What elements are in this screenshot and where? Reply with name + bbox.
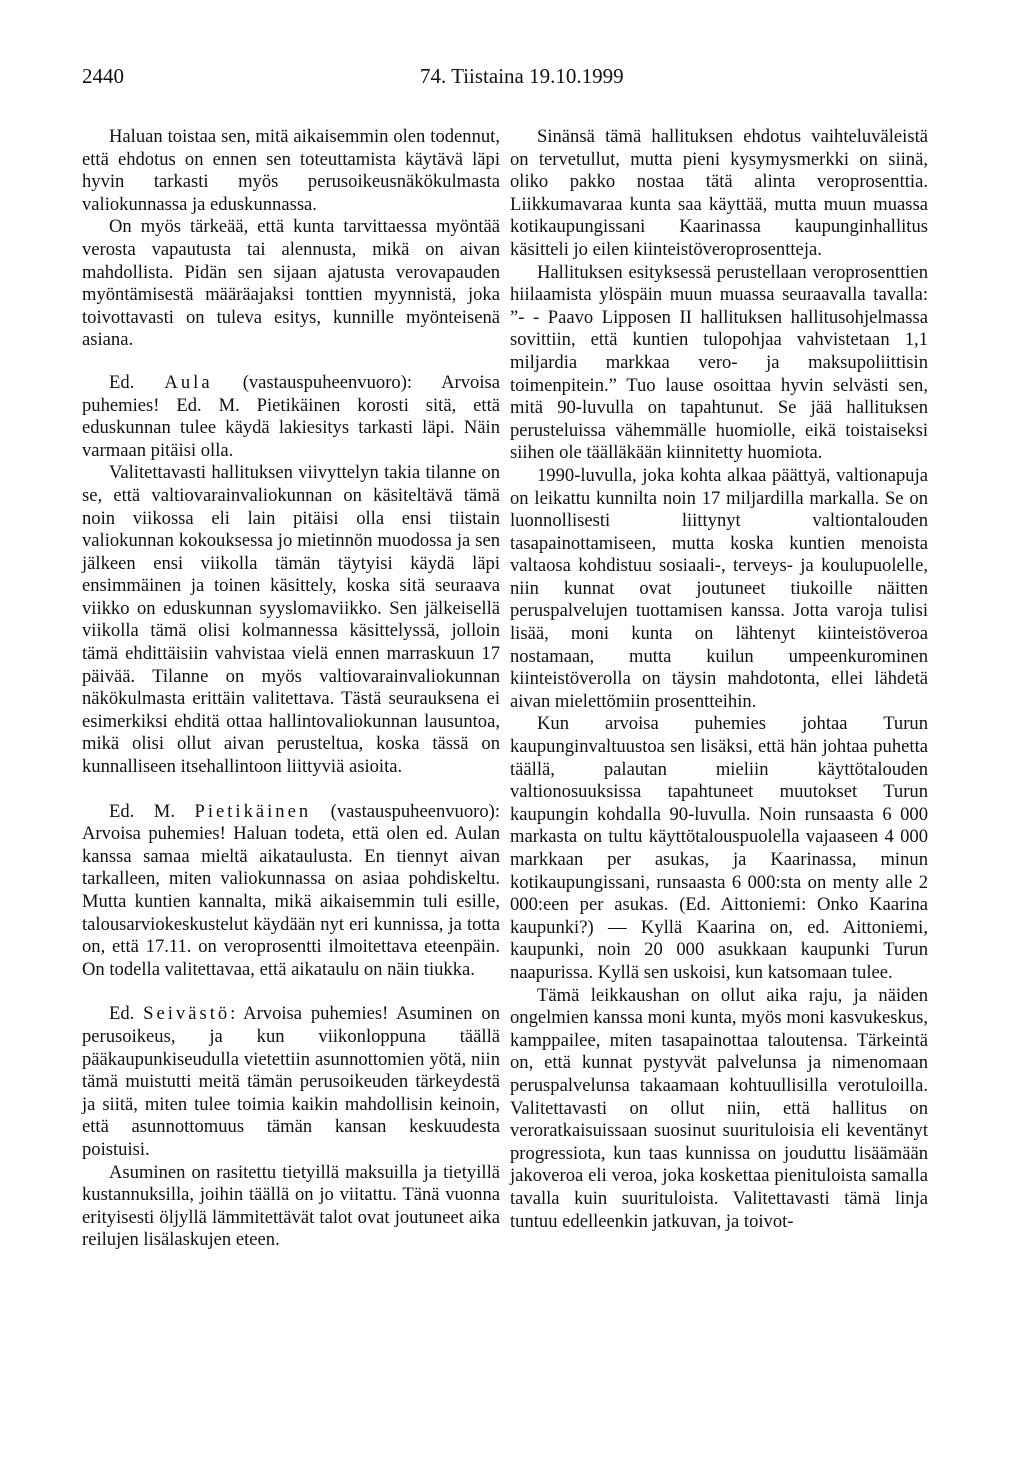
speaker-prefix: Ed. [109,1003,135,1025]
paragraph: Asuminen on rasitettu tietyillä maksuilla ja tietyillä kustannuksilla, joihin täällä on jo viitattu. Tänä vuonna erityisesti öljyllä lämmitettävät talot ovat joutuneet aika reilujen lisälaskujen eteen. [82,1161,500,1251]
paragraph: Kun arvoisa puhemies johtaa Turun kaupunginvaltuustoa sen lisäksi, että hän johtaa puhetta täällä, palautan mieliin käyttötalouden valtionosuuksissa tapahtuneet muutokset Turun kaupungin kohdalla 90-luvulla. Noin runsaasta 6 000 markasta on tultu käyttötalouspuolella vajaaseen 4 000 markkaan per asukas, ja Kaarinassa, minun kotikaupungissani, runsaasta 6 000:sta on menty alle 2 000:een per asukas. (Ed. Aittoniemi: Onko Kaarina kaupunki?) — Kyllä Kaarina on, ed. Aittoniemi, kaupunki, noin 20 000 asukkaan kaupunki Turun naapurissa. Kyllä sen uskoisi, kun katsomaan tulee. [510,713,928,983]
speech-text: : Arvoisa puhemies! Asuminen on perusoikeus, ja kun viikonloppuna täällä pääkaupunkiseudulla vietettiin asunnottomien yötä, niin tämä muistutti meitä tämän perusoikeuden tärkeydestä ja siitä, miten tulee toimia kaikin mahdollisin keinoin, että asunnottomuus tämän kansan keskuudesta poistuisi. [82,1003,500,1160]
speech-paragraph [82,801,500,982]
paragraph: Tämä leikkaushan on ollut aika raju, ja näiden ongelmien kanssa moni kunta, myös moni kasvukeskus, kamppailee, miten tasapainottaa taloutensa. Tärkeintä on, että kunnat pystyvät palvelunsa ja nimenomaan peruspalvelunsa takaamaan kohtuullisilla verotuloilla. Valitettavasti on ollut niin, että hallitus on veroratkaisuissaan suosinut suurituloisia eli keventänyt progressiota, kun taas kunnissa on jouduttu lisäämään jakoveroa eli veroa, joka koskettaa pienituloista samalla tavalla kuin suurituloista. Valitettavasti tämä linja tuntuu edelleenkin jatkuvan, ja toivot- [510,984,928,1232]
speech-paragraph [82,372,500,462]
speech-text: (vastauspuheenvuoro): Arvoisa puhemies! Ed. M. Pietikäinen korosti sitä, että eduskunnan tulee käydä lakiesitys tarkasti läpi. Näin varmaan pitäisi olla. [82,371,500,461]
speaker-name: Seivästö [143,1003,231,1025]
speaker-prefix: Ed. [109,371,135,393]
speaker-name: Pietikäinen [194,800,312,822]
running-title: 74. Tiistaina 19.10.1999 [420,64,624,88]
speech-paragraph [82,1003,500,1161]
speaker-name: Aula [164,371,213,393]
paragraph: On myös tärkeää, että kunta tarvittaessa myöntää verosta vapautusta tai alennusta, mikä on aivan mahdollista. Pidän sen sijaan ajatusta verovapauden myöntämisestä määräajaksi tonttien myynnistä, joka toivottavasti on tuleva esitys, kunnille myönteisenä asiana. [82,216,500,351]
speaker-prefix: Ed. M. [109,800,175,822]
right-column [510,126,928,1233]
paragraph: 1990-luvulla, joka kohta alkaa päättyä, valtionapuja on leikattu kunnilta noin 17 miljardilla markalla. Se on luonnollisesti liittynyt valtiontalouden tasapainottamiseen, mutta koska kuntien menoista valtaosa kohdistuu sosiaali-, terveys- ja koulupuolelle, niin kunnat ovat joutuneet tiukoille näitten peruspalvelujen tuottamisen kanssa. Jotta varoja tulisi lisää, moni kunta on lähtenyt kiinteistöveroa nostamaan, mutta kuilun umpeenkurominen kiinteistöverolla on täysin mahdotonta, ellei lähdetä aivan mielettömiin prosentteihin. [510,464,928,712]
paragraph: Haluan toistaa sen, mitä aikaisemmin olen todennut, että ehdotus on ennen sen toteuttamista käytävä läpi hyvin tarkasti myös perusoikeusnäkökulmasta valiokunnassa ja eduskunnassa. [82,126,500,215]
paragraph: Hallituksen esityksessä perustellaan veroprosenttien hiilaamista ylöspäin muun muassa seuraavalla tavalla: ”- - Paavo Lipposen II hallituksen hallitusohjelmassa sovittiin, että kuntien tulopohjaa vahvistetaan 1,1 miljardia markkaa vero- ja maksupoliittisin toimenpitein.” Tuo lause osoittaa hyvin selvästi sen, mitä 90-luvulla on tapahtunut. Se jää hallituksen perusteluissa vähemmälle huomiolle, eikä toistaiseksi siihen ole täälläkään kiinnitetty huomiota. [510,261,928,464]
page-number: 2440 [82,64,124,88]
left-column [82,126,500,1252]
speech-text: (vastauspuheenvuoro): Arvoisa puhemies! Haluan todeta, että olen ed. Aulan kanssa samaa mieltä aikataulusta. En tiennyt aivan tarkalleen, miten valiokunnassa on asiaa pohdiskeltu. Mutta kuntien kannalta, mikä aikaisemmin tuli esille, talousarviokeskustelut käydään nyt eri kunnissa, ja totta on, että 17.11. on veroprosentti ilmoitettava eteenpäin. On todella valitettavaa, että aikataulu on näin tiukka. [82,800,500,980]
paragraph: Valitettavasti hallituksen viivyttelyn takia tilanne on se, että valtiovarainvaliokunnan on käsiteltävä tämä noin viikossa eli lain pitäisi olla ensi tiistain valiokunnan kokouksessa jo mietinnön muodossa ja sen jälkeen ensi viikolla tämän täytyisi käydä läpi ensimmäinen ja toinen käsittely, koska sitä seuraava viikko on eduskunnan syyslomaviikko. Sen jälkeisellä viikolla tämä olisi kolmannessa käsittelyssä, jolloin tämä ehdittäisiin vahvistaa vielä ennen marraskuun 17 päivää. Tilanne on myös valtiovarainvaliokunnan näkökulmasta erittäin valitettava. Tästä seurauksena ei esimerkiksi ehditä ottaa hallintovaliokunnan lausuntoa, mikä olisi ollut aivan perusteltua, koska tässä on kunnalliseen itsehallintoon liittyviä asioita. [82,462,500,778]
paragraph: Sinänsä tämä hallituksen ehdotus vaihteluväleistä on tervetullut, mutta pieni kysymysmerkki on siinä, oliko pakko nostaa tätä alinta veroprosenttia. Liikkumavaraa kunta saa käyttää, mutta muun muassa kotikaupungissani Kaarinassa kaupunginhallitus käsitteli jo eilen kiinteistöveroprosentteja. [510,126,928,260]
